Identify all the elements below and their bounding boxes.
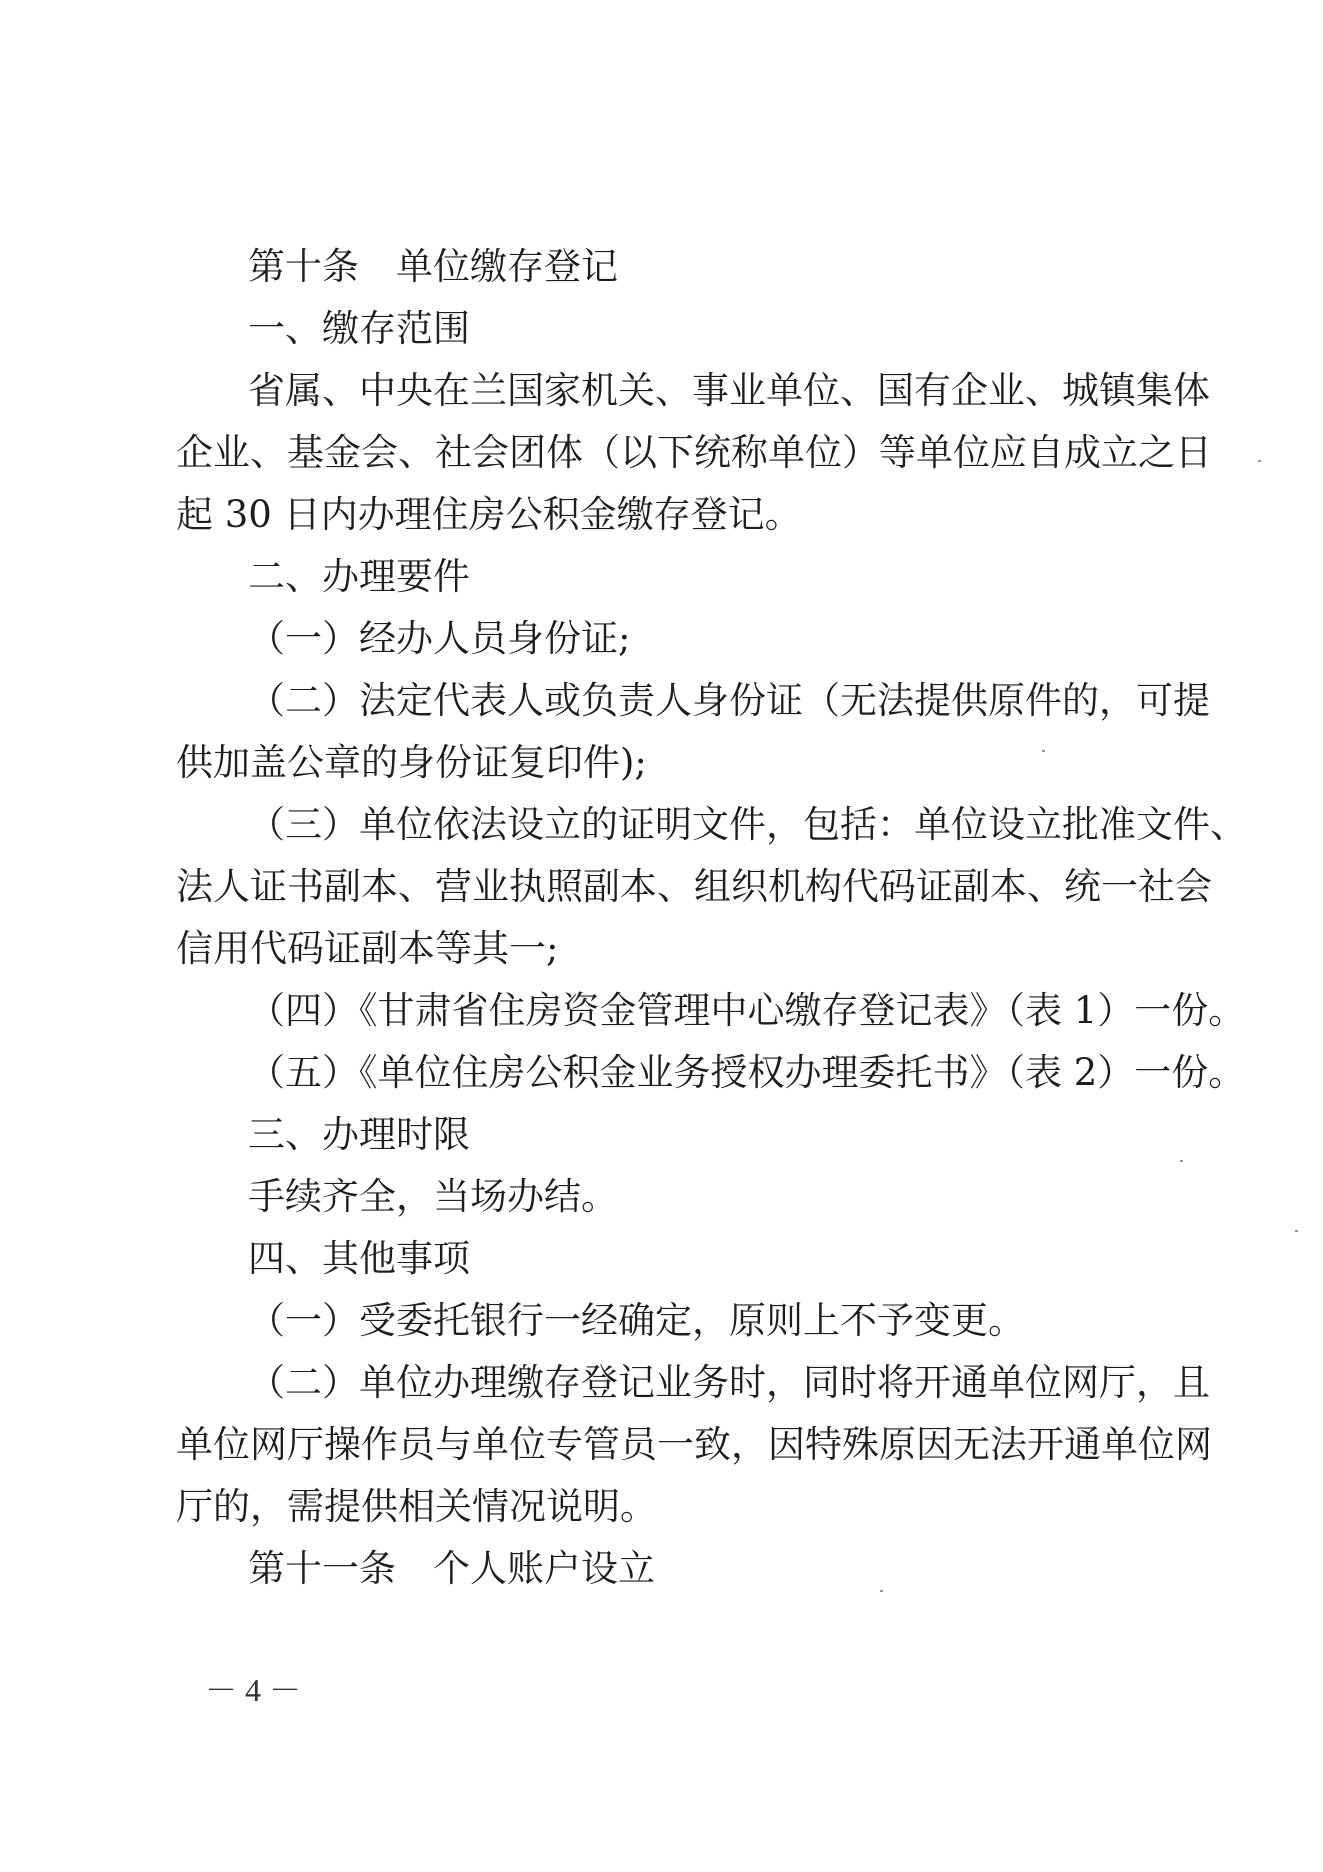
article-11-heading: 第十一条 个人账户设立 xyxy=(248,1547,655,1590)
paragraph-line: 企业、基金会、社会团体（以下统称单位）等单位应自成立之日 xyxy=(176,431,1212,474)
list-item: （四）《甘肃省住房资金管理中心缴存登记表》（表 1）一份。 xyxy=(248,989,1246,1032)
scan-speck xyxy=(880,1590,883,1592)
list-item-continuation: 单位网厅操作员与单位专管员一致，因特殊原因无法开通单位网 xyxy=(176,1423,1212,1466)
list-item: （一）受委托银行一经确定，原则上不予变更。 xyxy=(248,1299,1025,1342)
paragraph-line: 手续齐全，当场办结。 xyxy=(248,1175,618,1218)
paragraph-line: 起 30 日内办理住房公积金缴存登记。 xyxy=(176,493,802,536)
list-item: （二）法定代表人或负责人身份证（无法提供原件的，可提 xyxy=(248,679,1210,722)
scan-speck xyxy=(1295,1230,1298,1232)
list-item: （二）单位办理缴存登记业务时，同时将开通单位网厅，且 xyxy=(248,1361,1210,1404)
list-item: （五）《单位住房公积金业务授权办理委托书》（表 2）一份。 xyxy=(248,1051,1246,1094)
section-heading-other-matters: 四、其他事项 xyxy=(248,1237,470,1280)
list-item-continuation: 信用代码证副本等其一; xyxy=(176,927,559,970)
scan-speck xyxy=(1258,460,1261,462)
list-item-continuation: 法人证书副本、营业执照副本、组织机构代码证副本、统一社会 xyxy=(176,865,1212,908)
list-item: （三）单位依法设立的证明文件，包括：单位设立批准文件、 xyxy=(248,803,1247,846)
scan-speck xyxy=(1180,1160,1183,1162)
list-item: （一）经办人员身份证; xyxy=(248,617,631,660)
paragraph-line: 省属、中央在兰国家机关、事业单位、国有企业、城镇集体 xyxy=(248,369,1210,412)
page-number: － 4 － xyxy=(205,1672,302,1708)
section-heading-scope: 一、缴存范围 xyxy=(248,307,470,350)
section-heading-requirements: 二、办理要件 xyxy=(248,555,470,598)
section-heading-time-limit: 三、办理时限 xyxy=(248,1113,470,1156)
list-item-continuation: 供加盖公章的身份证复印件); xyxy=(176,741,647,784)
scan-speck xyxy=(1042,750,1045,752)
list-item-continuation: 厅的，需提供相关情况说明。 xyxy=(176,1485,657,1528)
article-10-heading: 第十条 单位缴存登记 xyxy=(248,245,618,288)
